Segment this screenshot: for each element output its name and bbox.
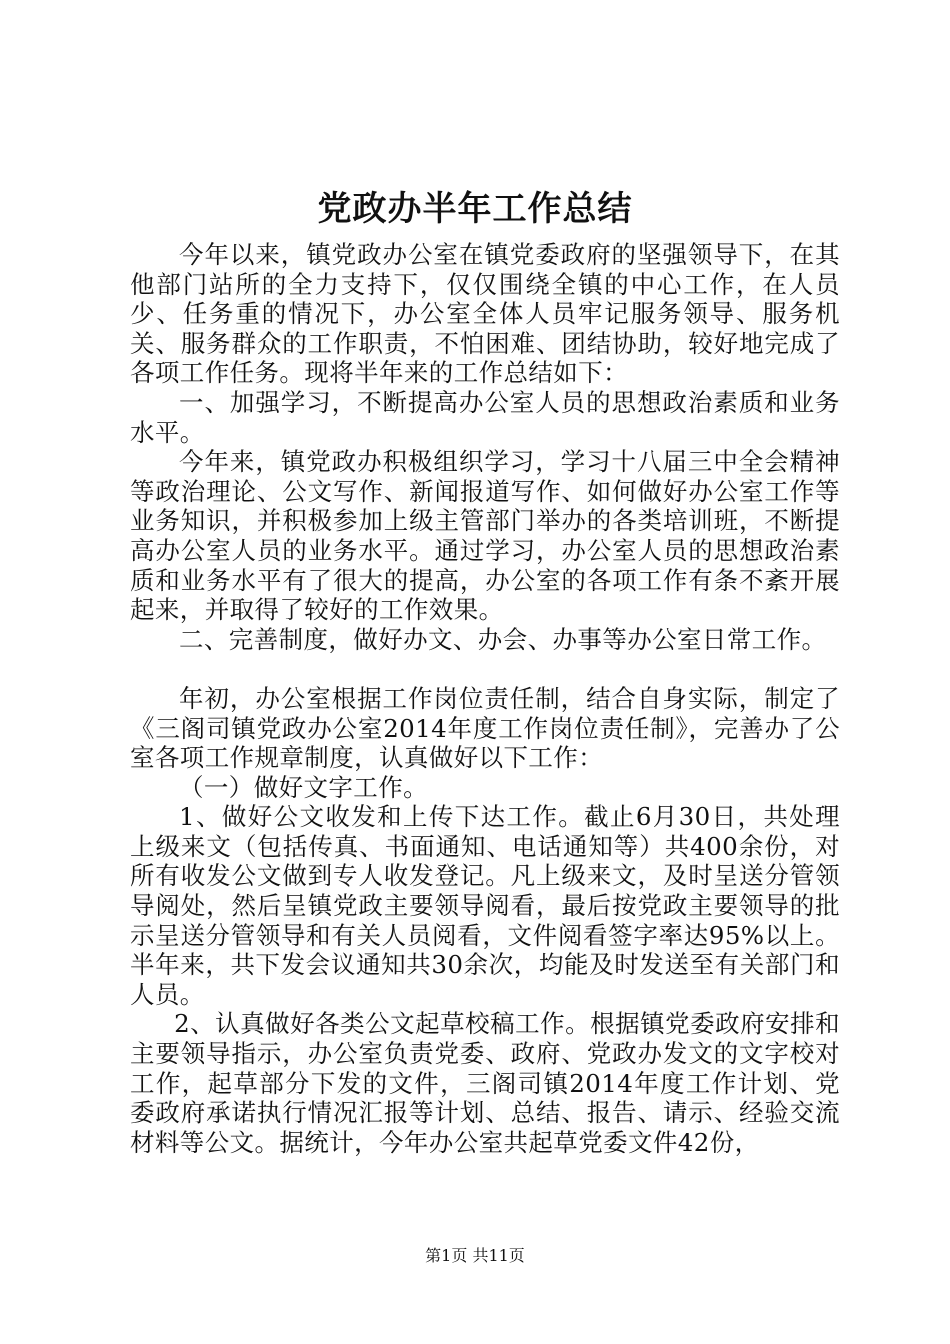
paragraph-system: 年初，办公室根据工作岗位责任制，结合自身实际，制定了《三阁司镇党政办公室2014年度工作岗位责任制》，完善办了公室各项工作规章制度，认真做好以下工作： [130, 683, 840, 773]
paragraph-intro: 今年以来，镇党政办公室在镇党委政府的坚强领导下，在其他部门站所的全力支持下，仅仅围绕全镇的中心工作，在人员少、任务重的情况下，办公室全体人员牢记服务领导、服务机关、服务群众的工作职责，不怕困难、团结协助，较好地完成了各项工作任务。现将半年来的工作总结如下： [130, 240, 840, 388]
page-footer: 第1页 共11页 [425, 1246, 525, 1265]
subsection-heading-1: （一）做好文字工作。 [179, 772, 428, 802]
paragraph-item-1: 1、做好公文收发和上传下达工作。截止6月30日，共处理上级来文（包括传真、书面通知、电话通知等）共400余份，对所有收发公文做到专人收发登记。凡上级来文，及时呈送分管领导阅处，然后呈镇党政主要领导阅看，最后按党政主要领导的批示呈送分管领导和有关人员阅看，文件阅看签字率达95%以上。半年来，共下发会议通知共30余次，均能及时发送至有关部门和人员。 [130, 802, 840, 1009]
paragraph-study: 今年来，镇党政办积极组织学习，学习十八届三中全会精神等政治理论、公文写作、新闻报道写作、如何做好办公室工作等业务知识，并积极参加上级主管部门举办的各类培训班，不断提高办公室人员的业务水平。通过学习，办公室人员的思想政治素质和业务水平有了很大的提高，办公室的各项工作有条不紊开展起来，并取得了较好的工作效果。 [130, 447, 840, 625]
document-title: 党政办半年工作总结 [317, 189, 633, 229]
document-body [130, 240, 840, 1157]
paragraph-item-2: 2、认真做好各类公文起草校稿工作。根据镇党委政府安排和主要领导指示，办公室负责党委、政府、党政办发文的文字校对工作，起草部分下发的文件，三阁司镇2014年度工作计划、党委政府承诺执行情况汇报等计划、总结、报告、请示、经验交流材料等公文。据统计，今年办公室共起草党委文件42份， [130, 1009, 840, 1157]
paragraph-spacer [130, 654, 840, 684]
section-heading-2: 二、完善制度，做好办文、办会、办事等办公室日常工作。 [179, 624, 827, 654]
section-heading-1: 一、加强学习，不断提高办公室人员的思想政治素质和业务水平。 [130, 387, 840, 447]
